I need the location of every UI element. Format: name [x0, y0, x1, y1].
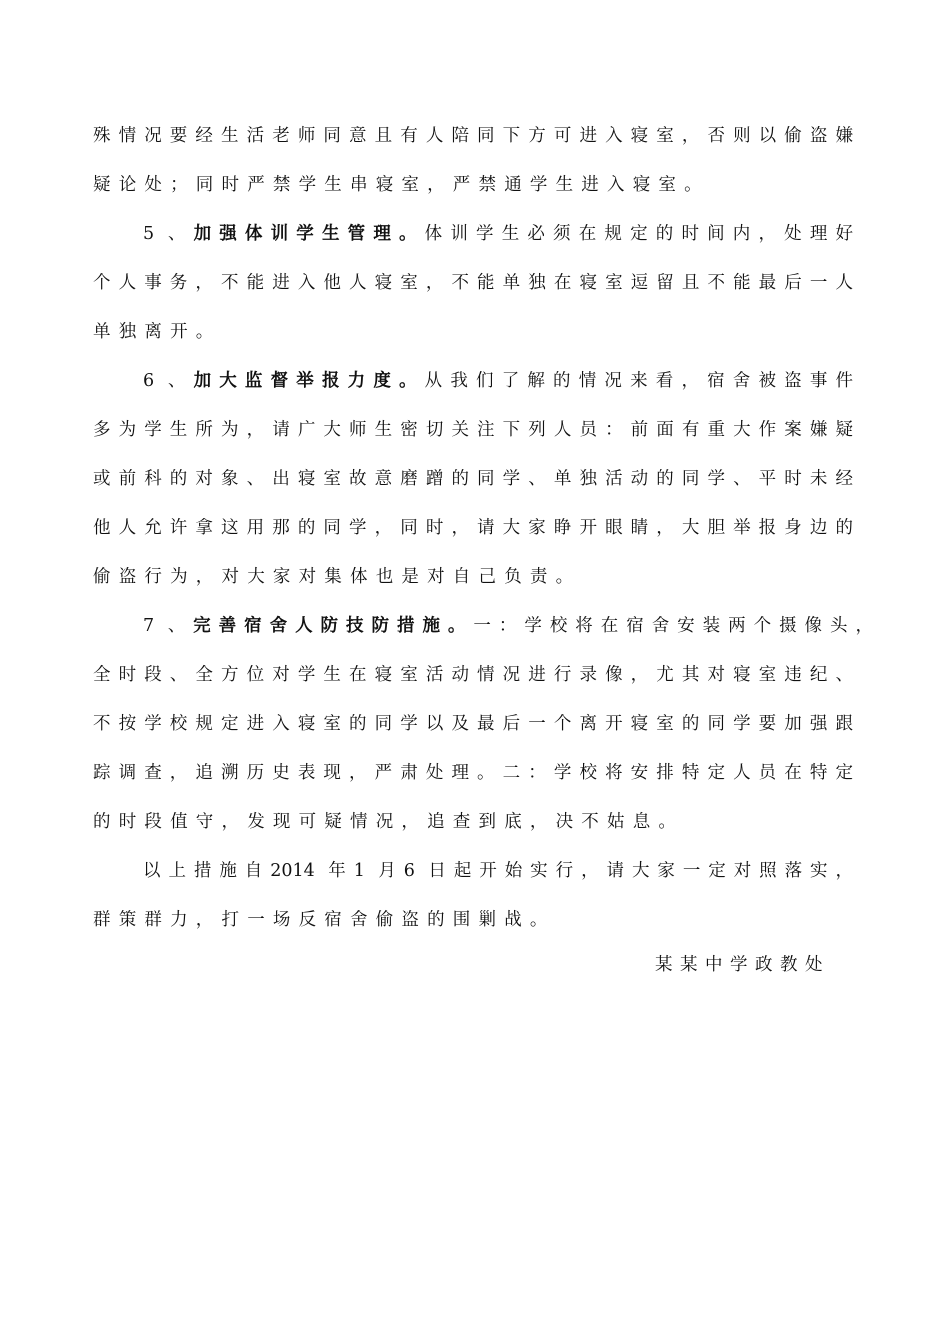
para-7-number: 7 [143, 616, 155, 636]
para-7-separator: 、 [167, 616, 194, 636]
para-6-separator: 、 [167, 371, 194, 391]
para-5-line-1-text: 体训学生必须在规定的时间内，处理好 [424, 224, 853, 244]
para-6-line-5: 偷盗行为，对大家对集体也是对自己负责。 [93, 567, 582, 587]
para-5-line-3: 单独离开。 [93, 322, 222, 342]
para-5-separator: 、 [167, 224, 194, 244]
para-7-line-1-text: 一：学校将在宿舍安装两个摄像头， [473, 616, 873, 636]
para-7-line-3: 不按学校规定进入寝室的同学以及最后一个离开寝室的同学要加强跟 [93, 714, 853, 734]
para-7-line-4: 踪调查，追溯历史表现，严肃处理。二：学校将安排特定人员在特定 [93, 763, 853, 783]
para-7-line-5: 的时段值守，发现可疑情况，追查到底，决不姑息。 [93, 812, 685, 832]
signature: 某某中学政教处 [655, 955, 830, 975]
para-6-line-3: 或前科的对象、出寝室故意磨蹭的同学、单独活动的同学、平时未经 [93, 469, 853, 489]
closing-line-1: 以上措施自2014 年1 月6 日起开始实行，请大家一定对照落实， [143, 861, 853, 881]
para-5-line-1 [143, 220, 853, 248]
para-6-line-1-text: 从我们了解的情况来看，宿舍被盗事件 [424, 371, 853, 391]
para-7-line-2: 全时段、全方位对学生在寝室活动情况进行录像，尤其对寝室违纪、 [93, 665, 853, 685]
para-6-heading: 加大监督举报力度。 [193, 371, 425, 391]
para-7-heading: 完善宿舍人防技防措施。 [193, 616, 474, 636]
para-5-line-2: 个人事务，不能进入他人寝室，不能单独在寝室逗留且不能最后一人 [93, 273, 853, 293]
para-6-number: 6 [143, 371, 155, 391]
para-4-line-1: 殊情况要经生活老师同意且有人陪同下方可进入寝室，否则以偷盗嫌 [93, 126, 853, 146]
para-6-line-2: 多为学生所为，请广大师生密切关注下列人员：前面有重大作案嫌疑 [93, 420, 853, 440]
para-4-line-2: 疑论处；同时严禁学生串寝室，严禁通学生进入寝室。 [93, 175, 710, 195]
para-6-line-1 [143, 367, 853, 395]
para-6-line-4: 他人允许拿这用那的同学，同时，请大家睁开眼睛，大胆举报身边的 [93, 518, 853, 538]
para-7-line-1 [143, 612, 873, 640]
closing-line-2: 群策群力，打一场反宿舍偷盗的围剿战。 [93, 910, 556, 930]
para-5-number: 5 [143, 224, 155, 244]
para-5-heading: 加强体训学生管理。 [193, 224, 425, 244]
